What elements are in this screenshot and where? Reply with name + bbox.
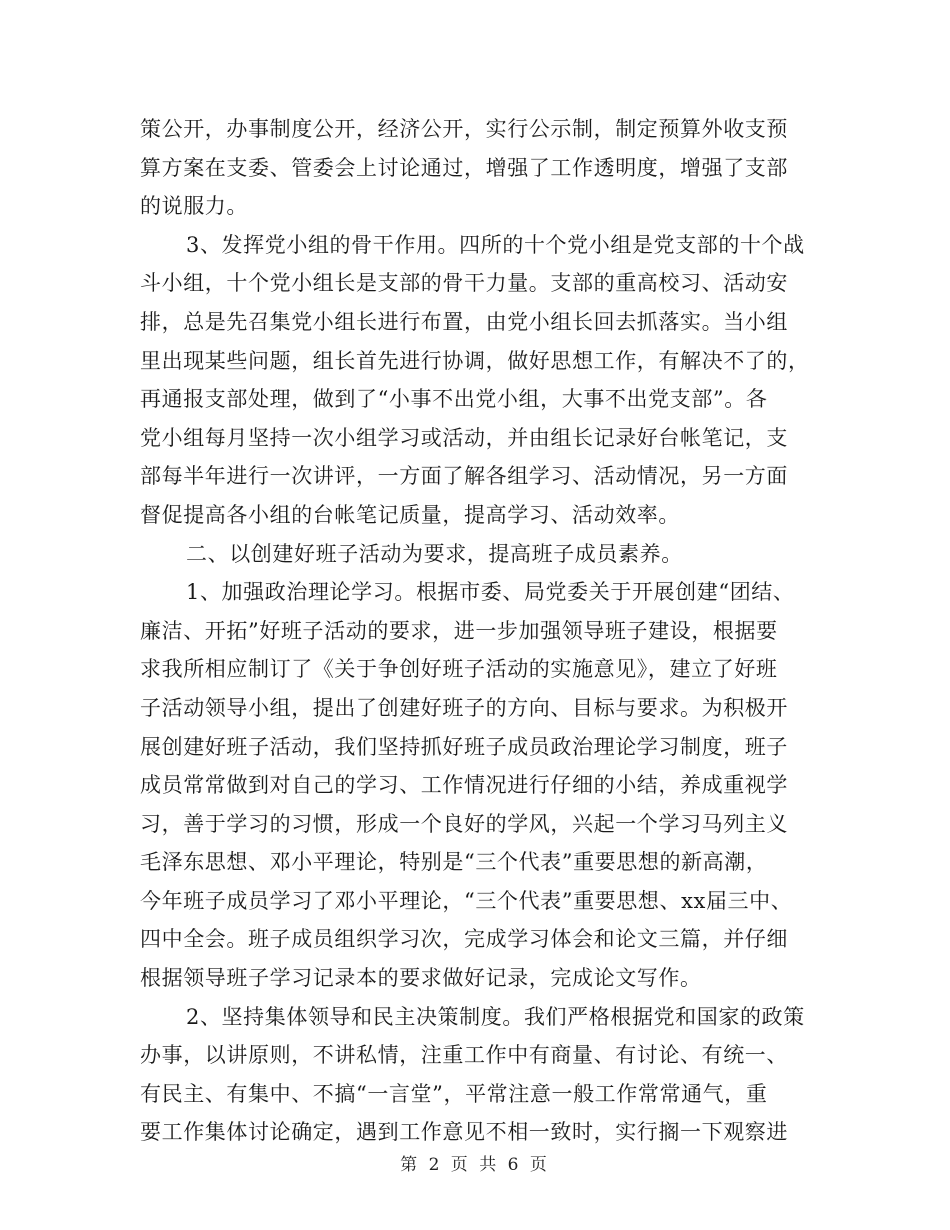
text-line: 子活动领导小组，提出了创建好班子的方向、目标与要求。为积极开 — [140, 695, 788, 720]
text-line: 再通报支部处理，做到了“小事不出党小组，大事不出党支部”。各 — [140, 387, 768, 412]
text-line: 毛泽东思想、邓小平理论，特别是“三个代表”重要思想的新高潮， — [140, 850, 768, 875]
page-number-footer: 第 2 页 共 6 页 — [400, 1155, 550, 1175]
text-line: 有民主、有集中、不搞“一言堂”，平常注意一般工作常常通气，重 — [140, 1081, 768, 1106]
text-line: 督促提高各小组的台帐笔记质量，提高学习、活动效率。 — [140, 502, 680, 527]
text-line: 排，总是先召集党小组长进行布置，由党小组长回去抓落实。当小组 — [140, 309, 788, 334]
text-line: 党小组每月坚持一次小组学习或活动，并由组长记录好台帐笔记，支 — [140, 425, 788, 450]
text-line: 廉洁、开拓”好班子活动的要求，进一步加强领导班子建设，根据要 — [140, 618, 778, 643]
paragraph-start-line: 1、加强政治理论学习。根据市委、局党委关于开展创建“团结、 — [186, 580, 795, 605]
text-line: 求我所相应制订了《关于争创好班子活动的实施意见》，建立了好班 — [140, 657, 778, 682]
text-line: 策公开，办事制度公开，经济公开，实行公示制，制定预算外收支预 — [140, 117, 788, 141]
document-body — [140, 110, 815, 1152]
text-line: 根据领导班子学习记录本的要求做好记录，完成论文写作。 — [140, 966, 702, 991]
text-line: 算方案在支委、管委会上讨论通过，增强了工作透明度，增强了支部 — [140, 155, 788, 180]
paragraph-start-line: 3、发挥党小组的骨干作用。四所的十个党小组是党支部的十个战 — [186, 232, 805, 257]
text-line: 习，善于学习的习惯，形成一个良好的学风，兴起一个学习马列主义 — [140, 811, 788, 836]
paragraph-start-line: 2、坚持集体领导和民主决策制度。我们严格根据党和国家的政策 — [186, 1004, 805, 1029]
text-line: 的说服力。 — [140, 194, 248, 219]
text-line: 展创建好班子活动，我们坚持抓好班子成员政治理论学习制度，班子 — [140, 734, 788, 759]
text-line: 今年班子成员学习了邓小平理论，“三个代表”重要思想、xx届三中、 — [140, 888, 793, 913]
text-line: 斗小组，十个党小组长是支部的骨干力量。支部的重高校习、活动安 — [140, 271, 788, 296]
text-line: 成员常常做到对自己的学习、工作情况进行仔细的小结，养成重视学 — [140, 773, 788, 798]
text-line: 办事，以讲原则，不讲私情，注重工作中有商量、有讨论、有统一、 — [140, 1043, 788, 1068]
text-line: 四中全会。班子成员组织学习次，完成学习体会和论文三篇，并仔细 — [140, 927, 788, 952]
section-heading: 二、以创建好班子活动为要求，提高班子成员素养。 — [186, 541, 683, 566]
text-line: 里出现某些问题，组长首先进行协调，做好思想工作，有解决不了的， — [140, 348, 810, 373]
text-line: 部每半年进行一次讲评，一方面了解各组学习、活动情况，另一方面 — [140, 464, 788, 489]
text-line: 要工作集体讨论确定，遇到工作意见不相一致时，实行搁一下观察进 — [140, 1120, 788, 1145]
